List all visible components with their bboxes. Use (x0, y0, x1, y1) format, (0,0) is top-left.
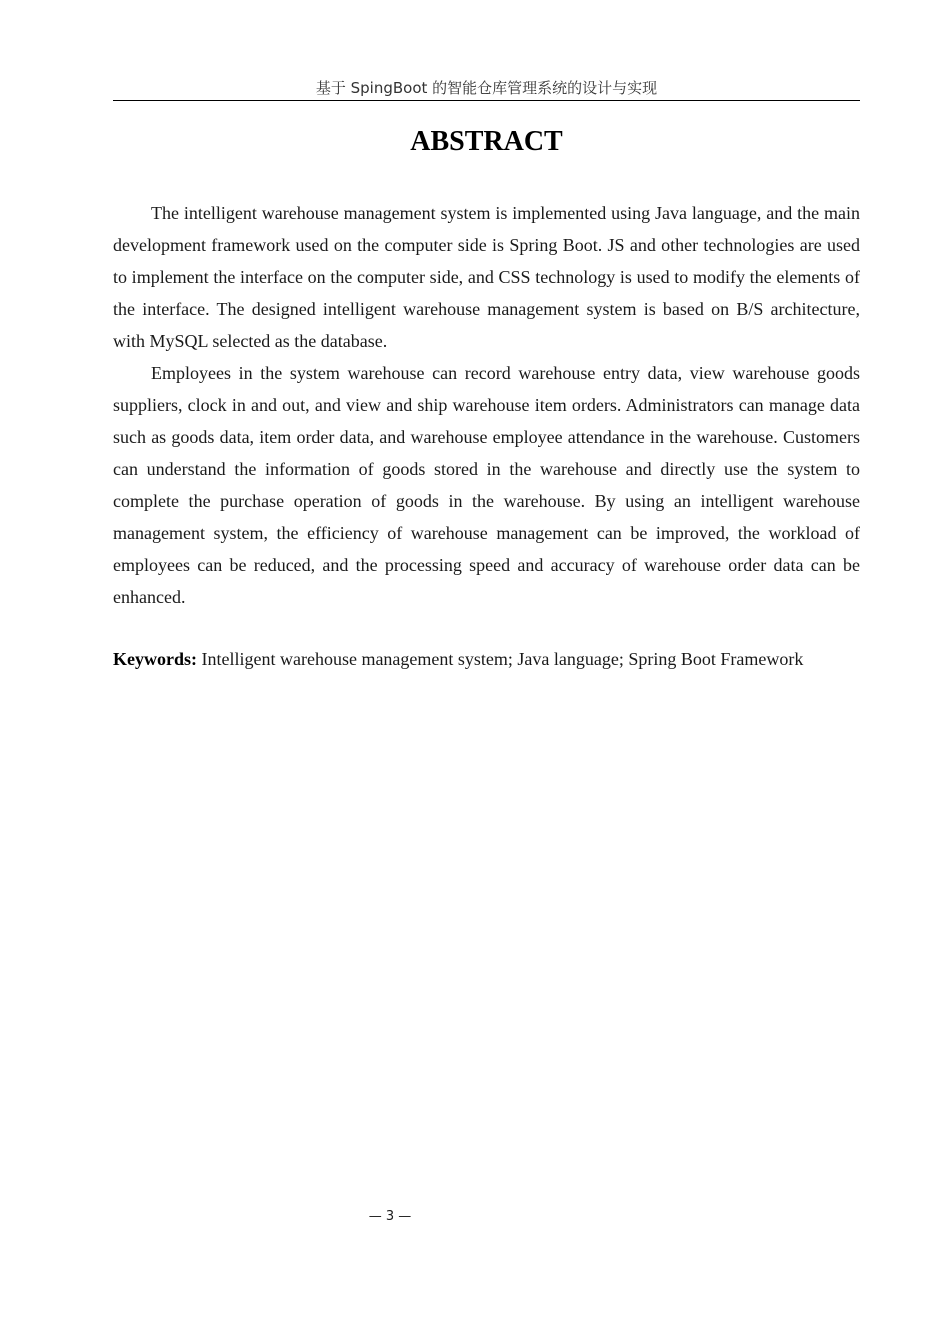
abstract-title: ABSTRACT (410, 126, 563, 157)
running-header: 基于 SpingBoot 的智能仓库管理系统的设计与实现 (315, 79, 658, 97)
header-rule (113, 100, 860, 101)
abstract-paragraph-1: The intelligent warehouse management system is implemented using Java language, and the main development framework used on the computer side is Spring Boot. JS and other technologies are used to implement the interface on the computer side, and CSS technology is used to modify the elements of the interface. The designed intelligent warehouse management system is based on B/S architecture, with MySQL selected as the database. (113, 203, 860, 351)
keywords-label: Keywords: (113, 649, 197, 669)
abstract-paragraph-2: Employees in the system warehouse can record warehouse entry data, view warehouse goods suppliers, clock in and out, and view and ship warehouse item orders. Administrators can manage data such as goods data, item order data, and warehouse employee attendance in the warehouse. Customers can understand the information of goods stored in the warehouse and directly use the system to complete the purchase operation of goods in the warehouse. By using an intelligent warehouse management system, the efficiency of warehouse management can be improved, the workload of employees can be reduced, and the processing speed and accuracy of warehouse order data can be enhanced. (113, 363, 860, 607)
page-number: — 3 — (368, 1209, 412, 1224)
keywords-line (113, 643, 873, 675)
keywords-text: Intelligent warehouse management system; Java language; Spring Boot Framework (197, 649, 804, 669)
abstract-body (113, 197, 860, 613)
